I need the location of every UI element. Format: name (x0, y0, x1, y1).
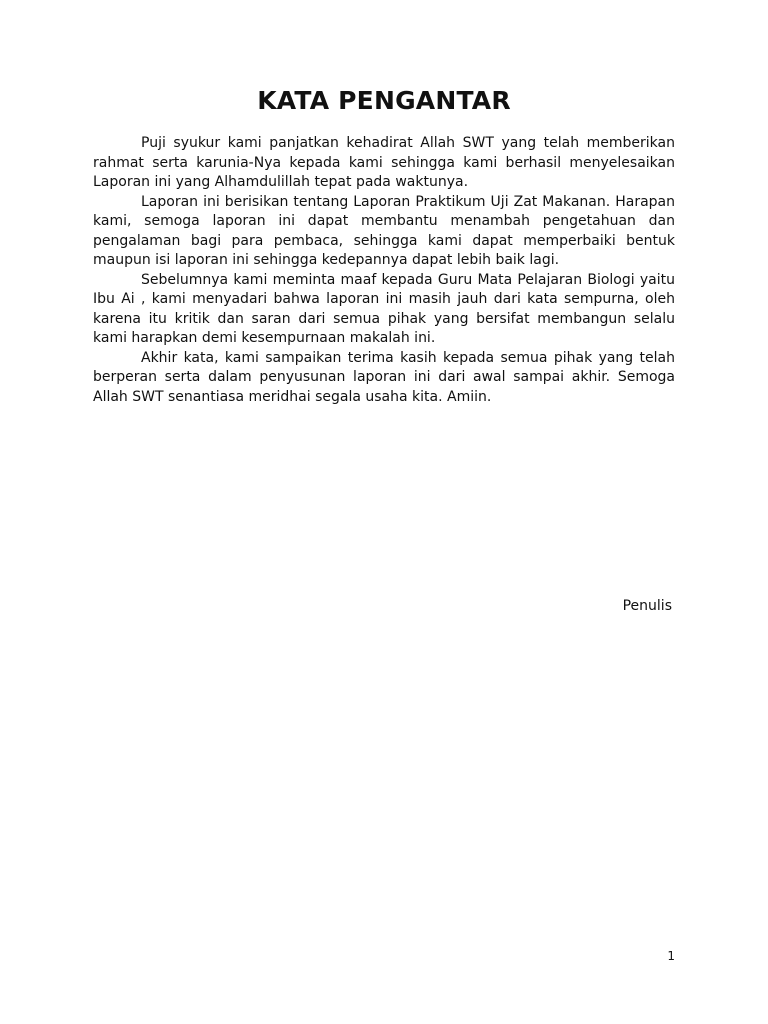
paragraph-4: Akhir kata, kami sampaikan terima kasih kepada semua pihak yang telah berperan serta dalam penyusunan laporan ini dari awal sampai akhir. Semoga Allah SWT senantiasa meridhai segala usaha kita. Amiin. (93, 349, 675, 405)
paragraph-1: Puji syukur kami panjatkan kehadirat Allah SWT yang telah memberikan rahmat serta karunia-Nya kepada kami sehingga kami berhasil menyelesaikan Laporan ini yang Alhamdulillah tepat pada waktunya. (93, 135, 675, 190)
preface-body (93, 134, 675, 407)
paragraph-2: Laporan ini berisikan tentang Laporan Praktikum Uji Zat Makanan. Harapan kami, semoga laporan ini dapat membantu menambah pengetahuan dan pengalaman bagi para pembaca, sehingga kami dapat memperbaiki bentuk maupun isi laporan ini sehingga kedepannya dapat lebih baik lagi. (93, 193, 675, 268)
page-number: 1 (667, 949, 675, 963)
paragraph-3: Sebelumnya kami meminta maaf kepada Guru Mata Pelajaran Biologi yaitu Ibu Ai , kami menyadari bahwa laporan ini masih jauh dari kata sempurna, oleh karena itu kritik dan saran dari semua pihak yang bersifat membangun selalu kami harapkan demi kesempurnaan makalah ini. (93, 271, 675, 346)
page-title: KATA PENGANTAR (257, 86, 511, 115)
author-signature: Penulis (622, 598, 672, 614)
